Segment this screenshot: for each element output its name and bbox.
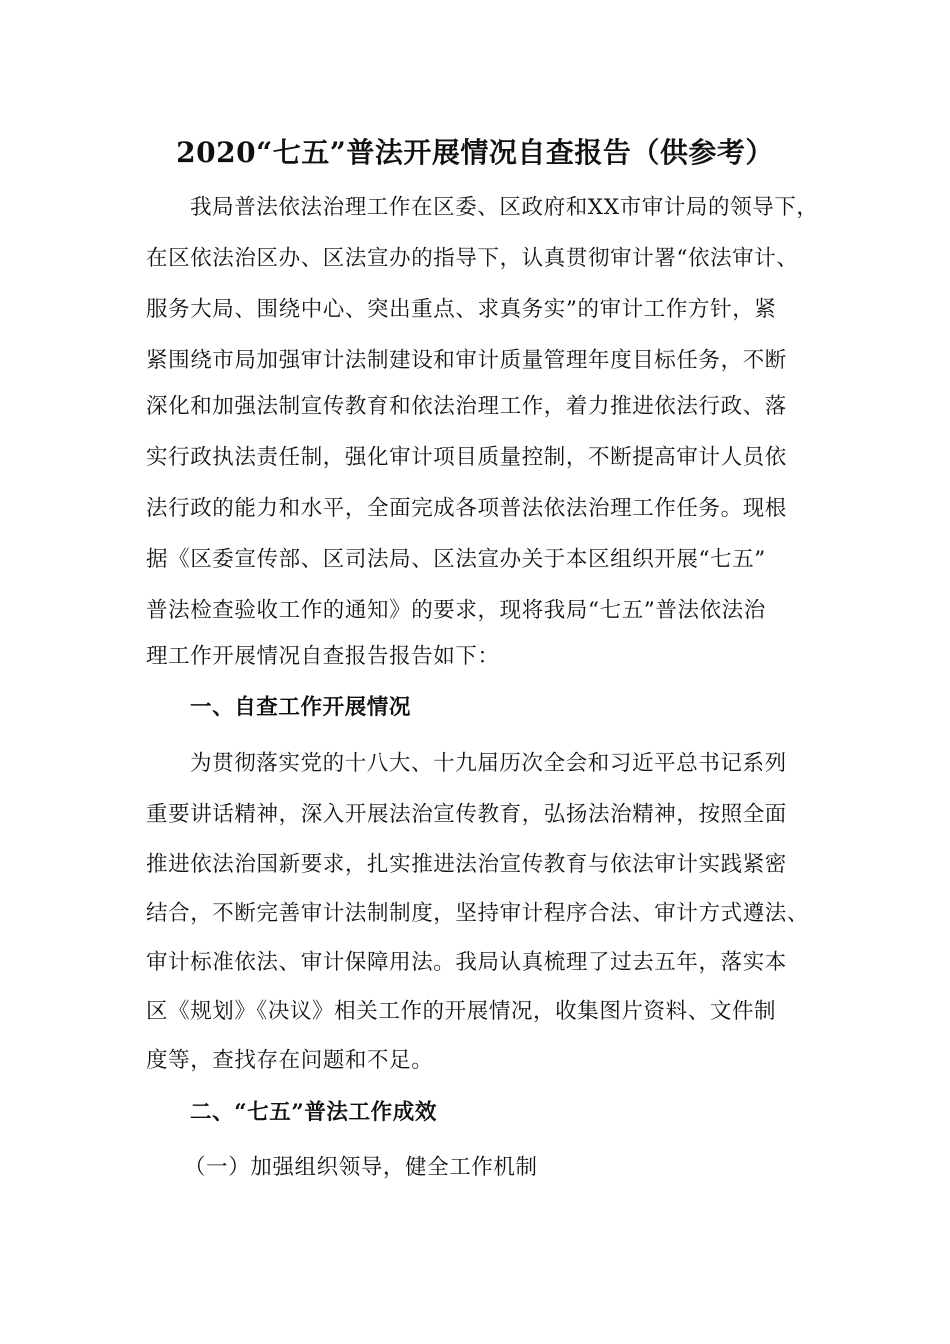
section-heading: 一、自查工作开展情况: [190, 695, 412, 720]
paragraph-line: 理工作开展情况自查报告报告如下：: [146, 644, 500, 669]
paragraph-line: 深化和加强法制宣传教育和依法治理工作，着力推进依法行政、落: [146, 394, 787, 419]
paragraph-line: 区《规划》《决议》相关工作的开展情况，收集图片资料、文件制: [146, 999, 777, 1024]
paragraph-line: 法行政的能力和水平，全面完成各项普法依法治理工作任务。现根: [146, 496, 787, 521]
paragraph-line: 据《区委宣传部、区司法局、区法宣办关于本区组织开展“七五”: [146, 547, 766, 572]
paragraph-line: 在区依法治区办、区法宣办的指导下，认真贯彻审计署“依法审计、: [146, 246, 799, 271]
paragraph-line: 实行政执法责任制，强化审计项目质量控制，不断提高审计人员依: [146, 445, 787, 470]
paragraph-line: 度等，查找存在问题和不足。: [146, 1048, 434, 1073]
document-title: 2020“七五”普法开展情况自查报告（供参考）: [176, 136, 774, 169]
paragraph-line: 结合，不断完善审计法制制度，坚持审计程序合法、审计方式遵法、: [146, 901, 810, 926]
paragraph-line: 推进依法治国新要求，扎实推进法治宣传教育与依法审计实践紧密: [146, 852, 787, 877]
paragraph-line: 审计标准依法、审计保障用法。我局认真梳理了过去五年，落实本: [146, 950, 787, 975]
paragraph-line: 我局普法依法治理工作在区委、区政府和XX市审计局的领导下，: [190, 195, 819, 220]
subsection-heading: （一）加强组织领导，健全工作机制: [184, 1155, 538, 1180]
section-heading: 二、“七五”普法工作成效: [190, 1100, 437, 1125]
paragraph-line: 服务大局、围绕中心、突出重点、求真务实”的审计工作方针，紧: [146, 297, 777, 322]
paragraph-line: 普法检查验收工作的通知》的要求，现将我局“七五”普法依法治: [146, 598, 766, 623]
paragraph-line: 为贯彻落实党的十八大、十九届历次全会和习近平总书记系列: [190, 751, 787, 776]
paragraph-line: 重要讲话精神，深入开展法治宣传教育，弘扬法治精神，按照全面: [146, 802, 787, 827]
paragraph-line: 紧围绕市局加强审计法制建设和审计质量管理年度目标任务，不断: [146, 348, 787, 373]
